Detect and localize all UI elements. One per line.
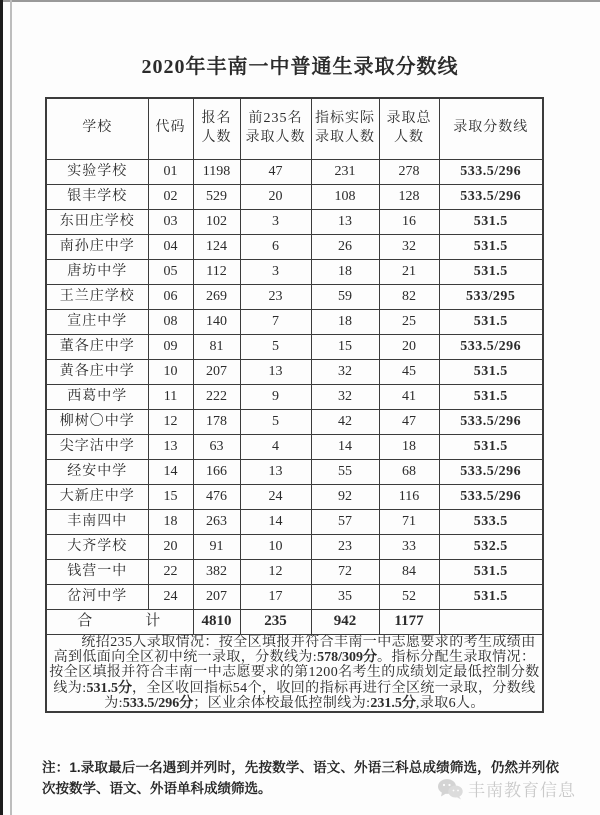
table-row: [46, 359, 543, 384]
school-cell: 东田庄学校: [46, 209, 148, 234]
total-admitted-cell: 47: [379, 409, 439, 434]
school-cell: 唐坊中学: [46, 259, 148, 284]
total-row: [46, 609, 543, 634]
applicants-cell: 207: [193, 584, 240, 609]
quota-cell: 18: [311, 309, 379, 334]
table-row: [46, 534, 543, 559]
quota-cell: 57: [311, 509, 379, 534]
table-row: [46, 434, 543, 459]
total-admitted-cell: 41: [379, 384, 439, 409]
table-row: [46, 184, 543, 209]
total-admitted-cell: 20: [379, 334, 439, 359]
quota-cell: 42: [311, 409, 379, 434]
school-cell: 西葛中学: [46, 384, 148, 409]
score-line-cell: 531.5: [439, 259, 543, 284]
score-line-cell: 533.5/296: [439, 459, 543, 484]
school-cell: 尖字沽中学: [46, 434, 148, 459]
top235-cell: 23: [240, 284, 311, 309]
code-cell: 01: [148, 159, 193, 184]
table-row: [46, 559, 543, 584]
total-value-0: 4810: [193, 609, 240, 634]
score-line-cell: 531.5: [439, 559, 543, 584]
score-line-cell: 533.5/296: [439, 159, 543, 184]
quota-cell: 35: [311, 584, 379, 609]
total-admitted-cell: 25: [379, 309, 439, 334]
school-cell: 宣庄中学: [46, 309, 148, 334]
applicants-cell: 140: [193, 309, 240, 334]
score-line-cell: 533/295: [439, 284, 543, 309]
score-line-cell: 531.5: [439, 309, 543, 334]
code-cell: 15: [148, 484, 193, 509]
school-cell: 钱营一中: [46, 559, 148, 584]
table-row: [46, 159, 543, 184]
table-row: [46, 459, 543, 484]
quota-cell: 23: [311, 534, 379, 559]
applicants-cell: 207: [193, 359, 240, 384]
table-row: [46, 509, 543, 534]
code-cell: 05: [148, 259, 193, 284]
total-admitted-cell: 82: [379, 284, 439, 309]
total-admitted-cell: 32: [379, 234, 439, 259]
admission-scores-table: [45, 97, 544, 713]
table-row: [46, 334, 543, 359]
score-line-cell: 531.5: [439, 209, 543, 234]
school-cell: 实验学校: [46, 159, 148, 184]
code-cell: 09: [148, 334, 193, 359]
header-row: [46, 98, 543, 159]
header-cell-5: 录取总人数: [379, 98, 439, 159]
code-cell: 10: [148, 359, 193, 384]
table-header-row: [46, 98, 543, 159]
top235-cell: 17: [240, 584, 311, 609]
school-cell: 经安中学: [46, 459, 148, 484]
applicants-cell: 63: [193, 434, 240, 459]
header-cell-0: 学校: [46, 98, 148, 159]
quota-cell: 18: [311, 259, 379, 284]
score-line-cell: 531.5: [439, 434, 543, 459]
quota-cell: 72: [311, 559, 379, 584]
score-line-cell: 532.5: [439, 534, 543, 559]
quota-cell: 108: [311, 184, 379, 209]
top235-cell: 5: [240, 334, 311, 359]
header-cell-4: 指标实际录取人数: [311, 98, 379, 159]
score-line-cell: 531.5: [439, 359, 543, 384]
score-line-cell: 533.5/296: [439, 484, 543, 509]
school-cell: 银丰学校: [46, 184, 148, 209]
table-row: [46, 259, 543, 284]
school-cell: 柳树〇中学: [46, 409, 148, 434]
applicants-cell: 102: [193, 209, 240, 234]
total-admitted-cell: 16: [379, 209, 439, 234]
quota-cell: 32: [311, 359, 379, 384]
table-row: [46, 409, 543, 434]
table-body: [46, 159, 543, 712]
quota-cell: 14: [311, 434, 379, 459]
applicants-cell: 269: [193, 284, 240, 309]
applicants-cell: 178: [193, 409, 240, 434]
quota-cell: 92: [311, 484, 379, 509]
applicants-cell: 166: [193, 459, 240, 484]
summary-note-row: [46, 634, 543, 712]
applicants-cell: 112: [193, 259, 240, 284]
table-row: [46, 234, 543, 259]
code-cell: 24: [148, 584, 193, 609]
code-cell: 14: [148, 459, 193, 484]
scan-edge-top: [0, 0, 600, 2]
footnote: 注：1.录取最后一名遇到并列时，先按数学、语文、外语三科总成绩筛选，仍然并列依次按数学、语文、外语单科成绩筛选。: [42, 760, 559, 796]
code-cell: 12: [148, 409, 193, 434]
total-value-1: 235: [240, 609, 311, 634]
total-value-4: [439, 609, 543, 634]
school-cell: 丰南四中: [46, 509, 148, 534]
code-cell: 20: [148, 534, 193, 559]
total-admitted-cell: 84: [379, 559, 439, 584]
top235-cell: 14: [240, 509, 311, 534]
total-label: 合 计: [46, 609, 193, 634]
quota-cell: 231: [311, 159, 379, 184]
table-row: [46, 384, 543, 409]
top235-cell: 4: [240, 434, 311, 459]
total-value-2: 942: [311, 609, 379, 634]
score-line-cell: 531.5: [439, 234, 543, 259]
total-admitted-cell: 18: [379, 434, 439, 459]
scan-edge-left: [0, 0, 3, 815]
total-admitted-cell: 52: [379, 584, 439, 609]
applicants-cell: 81: [193, 334, 240, 359]
quota-cell: 59: [311, 284, 379, 309]
applicants-cell: 476: [193, 484, 240, 509]
code-cell: 04: [148, 234, 193, 259]
header-cell-1: 代码: [148, 98, 193, 159]
applicants-cell: 263: [193, 509, 240, 534]
code-cell: 11: [148, 384, 193, 409]
score-line-cell: 533.5/296: [439, 334, 543, 359]
code-cell: 22: [148, 559, 193, 584]
header-cell-2: 报名人数: [193, 98, 240, 159]
top235-cell: 9: [240, 384, 311, 409]
top235-cell: 3: [240, 259, 311, 284]
header-cell-3: 前235名录取人数: [240, 98, 311, 159]
code-cell: 18: [148, 509, 193, 534]
total-admitted-cell: 21: [379, 259, 439, 284]
watermark: [437, 776, 576, 801]
top235-cell: 13: [240, 459, 311, 484]
top235-cell: 3: [240, 209, 311, 234]
score-line-cell: 531.5: [439, 584, 543, 609]
total-admitted-cell: 45: [379, 359, 439, 384]
total-value-3: 1177: [379, 609, 439, 634]
summary-note: 统招235人录取情况：按全区填报并符合丰南一中志愿要求的考生成绩由高到低面向全区初中统一录取，分数线为:578/309分。指标分配生录取情况：按全区填报并符合丰南一中志愿要求的第1200名考生的成绩划定最低控制分数线为:531.5分，全区收回指标54个，收回的指标再进行全区统一录取，分数线为:533.5/296分；区业余体校最低控制线为:231.5分,录取6人。: [46, 634, 543, 712]
header-cell-6: 录取分数线: [439, 98, 543, 159]
code-cell: 02: [148, 184, 193, 209]
school-cell: 大齐学校: [46, 534, 148, 559]
table-row: [46, 484, 543, 509]
school-cell: 南孙庄中学: [46, 234, 148, 259]
school-cell: 岔河中学: [46, 584, 148, 609]
code-cell: 13: [148, 434, 193, 459]
top235-cell: 47: [240, 159, 311, 184]
quota-cell: 32: [311, 384, 379, 409]
score-line-cell: 533.5/296: [439, 409, 543, 434]
table-row: [46, 209, 543, 234]
table-row: [46, 284, 543, 309]
school-cell: 黄各庄中学: [46, 359, 148, 384]
scan-fold-line: [10, 0, 12, 815]
applicants-cell: 529: [193, 184, 240, 209]
watermark-label: 丰南教育信息: [468, 781, 576, 800]
code-cell: 06: [148, 284, 193, 309]
total-admitted-cell: 68: [379, 459, 439, 484]
total-admitted-cell: 116: [379, 484, 439, 509]
wechat-logo-icon: [437, 778, 464, 800]
applicants-cell: 124: [193, 234, 240, 259]
table-row: [46, 309, 543, 334]
quota-cell: 55: [311, 459, 379, 484]
table-row: [46, 584, 543, 609]
top235-cell: 12: [240, 559, 311, 584]
total-admitted-cell: 33: [379, 534, 439, 559]
top235-cell: 20: [240, 184, 311, 209]
code-cell: 08: [148, 309, 193, 334]
code-cell: 03: [148, 209, 193, 234]
score-line-cell: 533.5/296: [439, 184, 543, 209]
quota-cell: 13: [311, 209, 379, 234]
score-line-cell: 531.5: [439, 384, 543, 409]
top235-cell: 13: [240, 359, 311, 384]
applicants-cell: 1198: [193, 159, 240, 184]
top235-cell: 24: [240, 484, 311, 509]
score-line-cell: 533.5: [439, 509, 543, 534]
quota-cell: 26: [311, 234, 379, 259]
top235-cell: 6: [240, 234, 311, 259]
page-title: 2020年丰南一中普通生录取分数线: [141, 56, 459, 78]
total-admitted-cell: 128: [379, 184, 439, 209]
total-admitted-cell: 71: [379, 509, 439, 534]
top235-cell: 5: [240, 409, 311, 434]
total-admitted-cell: 278: [379, 159, 439, 184]
applicants-cell: 222: [193, 384, 240, 409]
school-cell: 董各庄中学: [46, 334, 148, 359]
quota-cell: 15: [311, 334, 379, 359]
top235-cell: 7: [240, 309, 311, 334]
top235-cell: 10: [240, 534, 311, 559]
applicants-cell: 91: [193, 534, 240, 559]
school-cell: 大新庄中学: [46, 484, 148, 509]
applicants-cell: 382: [193, 559, 240, 584]
school-cell: 王兰庄学校: [46, 284, 148, 309]
